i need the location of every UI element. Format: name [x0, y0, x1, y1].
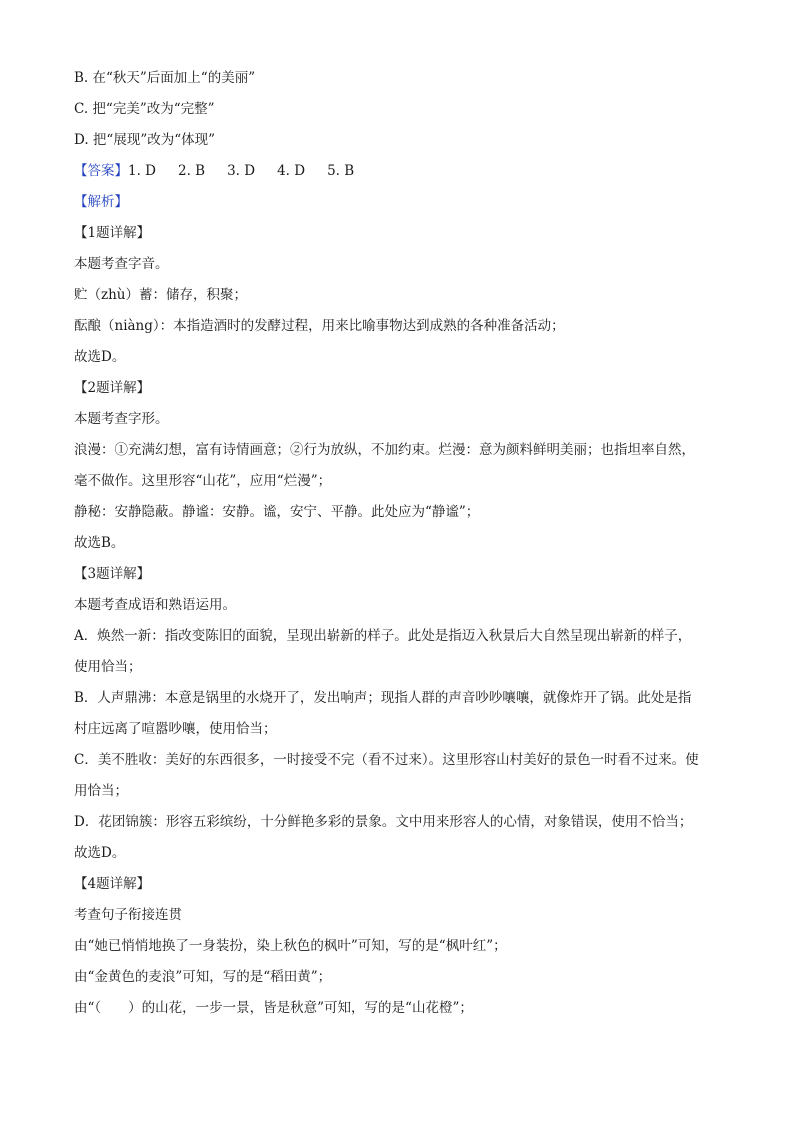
q1-line: 本题考查字音。 — [74, 256, 169, 272]
q1-line: 故选D。 — [74, 349, 126, 365]
q3-line: B．人声鼎沸：本意是锅里的水烧开了，发出响声；现指人群的声音吵吵嚷嚷，就像炸开了锅。此处是指 — [74, 690, 692, 706]
answer-1: 1. D — [128, 163, 156, 179]
q1-line: 酝酿（niàng）：本指造酒时的发酵过程，用来比喻事物达到成熟的各种准备活动； — [74, 318, 565, 334]
answer-4: 4. D — [277, 163, 306, 179]
q2-line: 故选B。 — [74, 535, 125, 551]
q1-line: 贮（zhù）蓄：储存，积聚； — [74, 287, 248, 303]
q2-line: 毫不做作。这里形容“山花”，应用“烂漫”； — [74, 473, 332, 489]
analysis-label: 【解析】 — [74, 194, 128, 210]
answer-label: 【答案】 — [74, 163, 128, 179]
q4-line: 由“（ ）的山花，一步一景，皆是秋意”可知，写的是“山花橙”； — [74, 1000, 473, 1016]
q3-line: D．花团锦簇：形容五彩缤纷，十分鲜艳多彩的景象。文中用来形容人的心情，对象错误，使用不恰当； — [74, 814, 693, 830]
q2-line: 浪漫：①充满幻想，富有诗情画意；②行为放纵，不加约束。烂漫：意为颜料鲜明美丽；也指坦率自然， — [74, 442, 695, 458]
answer-values — [128, 163, 354, 179]
q4-title: 【4题详解】 — [74, 876, 151, 892]
document-content — [74, 63, 724, 1024]
option-c: C. 把“完美”改为“完整” — [74, 101, 215, 117]
q2-title: 【2题详解】 — [74, 380, 151, 396]
q3-line: 使用恰当； — [74, 659, 142, 675]
answer-line — [74, 156, 724, 187]
answer-3: 3. D — [227, 163, 256, 179]
q2-line: 本题考查字形。 — [74, 411, 169, 427]
answer-2: 2. B — [178, 163, 206, 179]
option-d: D. 把“展现”改为“体现” — [74, 132, 216, 148]
q3-line: 用恰当； — [74, 783, 128, 799]
q3-line: 故选D。 — [74, 845, 126, 861]
answer-5: 5. B — [327, 163, 355, 179]
q3-line: 村庄远离了喧嚣吵嚷，使用恰当； — [74, 721, 277, 737]
q2-line: 静秘：安静隐蔽。静谧：安静。谧，安宁、平静。此处应为“静谧”； — [74, 504, 480, 520]
q4-line: 由“她已悄悄地换了一身装扮，染上秋色的枫叶”可知，写的是“枫叶红”； — [74, 938, 507, 954]
q3-line: C．美不胜收：美好的东西很多，一时接受不完（看不过来）。这里形容山村美好的景色一时看不过来。使 — [74, 752, 699, 768]
q4-line: 由“金黄色的麦浪”可知，写的是“稻田黄”； — [74, 969, 332, 985]
option-b: B. 在“秋天”后面加上“的美丽” — [74, 70, 256, 86]
q4-line: 考查句子衔接连贯 — [74, 907, 182, 923]
q3-title: 【3题详解】 — [74, 566, 151, 582]
q1-title: 【1题详解】 — [74, 225, 151, 241]
q3-line: 本题考查成语和熟语运用。 — [74, 597, 236, 613]
q3-line: A．焕然一新：指改变陈旧的面貌，呈现出崭新的样子。此处是指迈入秋景后大自然呈现出崭新的样子， — [74, 628, 692, 644]
